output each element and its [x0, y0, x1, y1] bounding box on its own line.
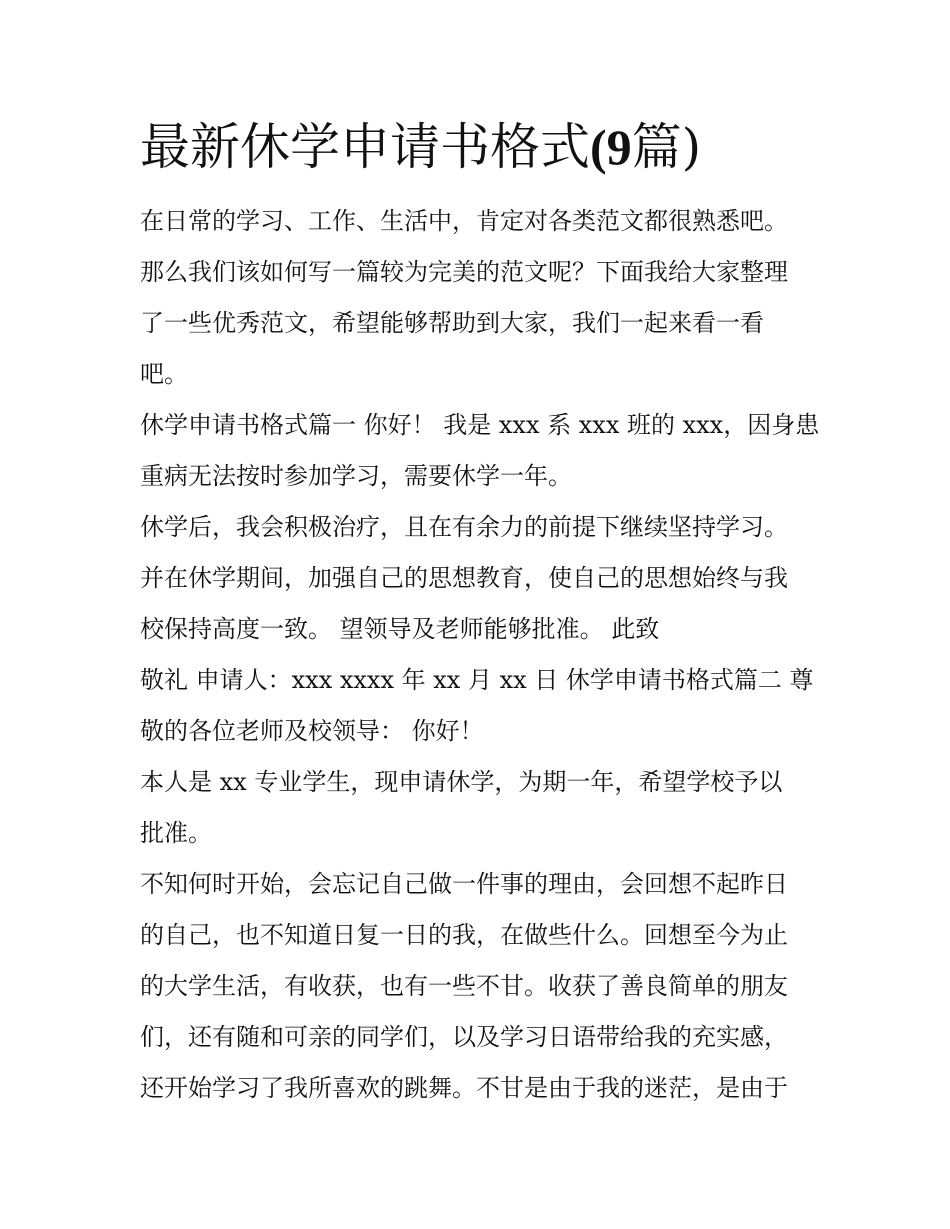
body-line: 在日常的学习、工作、生活中，肯定对各类范文都很熟悉吧。 — [140, 207, 788, 235]
document-title — [140, 112, 701, 182]
body-line: 的大学生活，有收获，也有一些不甘。收获了善良简单的朋友 — [140, 972, 788, 1000]
body-line: 重病无法按时参加学习，需要休学一年。 — [140, 462, 572, 490]
body-line: 校保持高度一致。 望领导及老师能够批准。 此致 — [140, 615, 660, 643]
body-line: 那么我们该如何写一篇较为完美的范文呢？下面我给大家整理 — [140, 258, 788, 286]
title-suffix: 篇) — [631, 118, 702, 176]
body-line: 的自己，也不知道日复一日的我，在做些什么。回想至今为止 — [140, 921, 788, 949]
body-line: 并在休学期间，加强自己的思想教育，使自己的思想始终与我 — [140, 564, 788, 592]
body-line: 还开始学习了我所喜欢的跳舞。不甘是由于我的迷茫，是由于 — [140, 1074, 788, 1102]
body-line: 了一些优秀范文，希望能够帮助到大家，我们一起来看一看 — [140, 309, 764, 337]
body-line: 吧。 — [140, 360, 188, 388]
title-text: 最新休学申请书格式 — [140, 118, 590, 176]
body-line: 休学申请书格式篇一 你好！ 我是 xxx 系 xxx 班的 xxx，因身患 — [140, 411, 820, 439]
title-paren: (9 — [590, 119, 632, 175]
body-line: 批准。 — [140, 819, 212, 847]
document-body — [140, 196, 820, 1114]
body-line: 不知何时开始，会忘记自己做一件事的理由，会回想不起昨日 — [140, 870, 788, 898]
body-line: 敬的各位老师及校领导： 你好！ — [140, 717, 484, 745]
body-line: 敬礼 申请人：xxx xxxx 年 xx 月 xx 日 休学申请书格式篇二 尊 — [140, 666, 814, 694]
body-line: 们，还有随和可亲的同学们，以及学习日语带给我的充实感， — [140, 1023, 788, 1051]
body-line: 本人是 xx 专业学生，现申请休学，为期一年，希望学校予以 — [140, 768, 783, 796]
body-line: 休学后，我会积极治疗，且在有余力的前提下继续坚持学习。 — [140, 513, 788, 541]
